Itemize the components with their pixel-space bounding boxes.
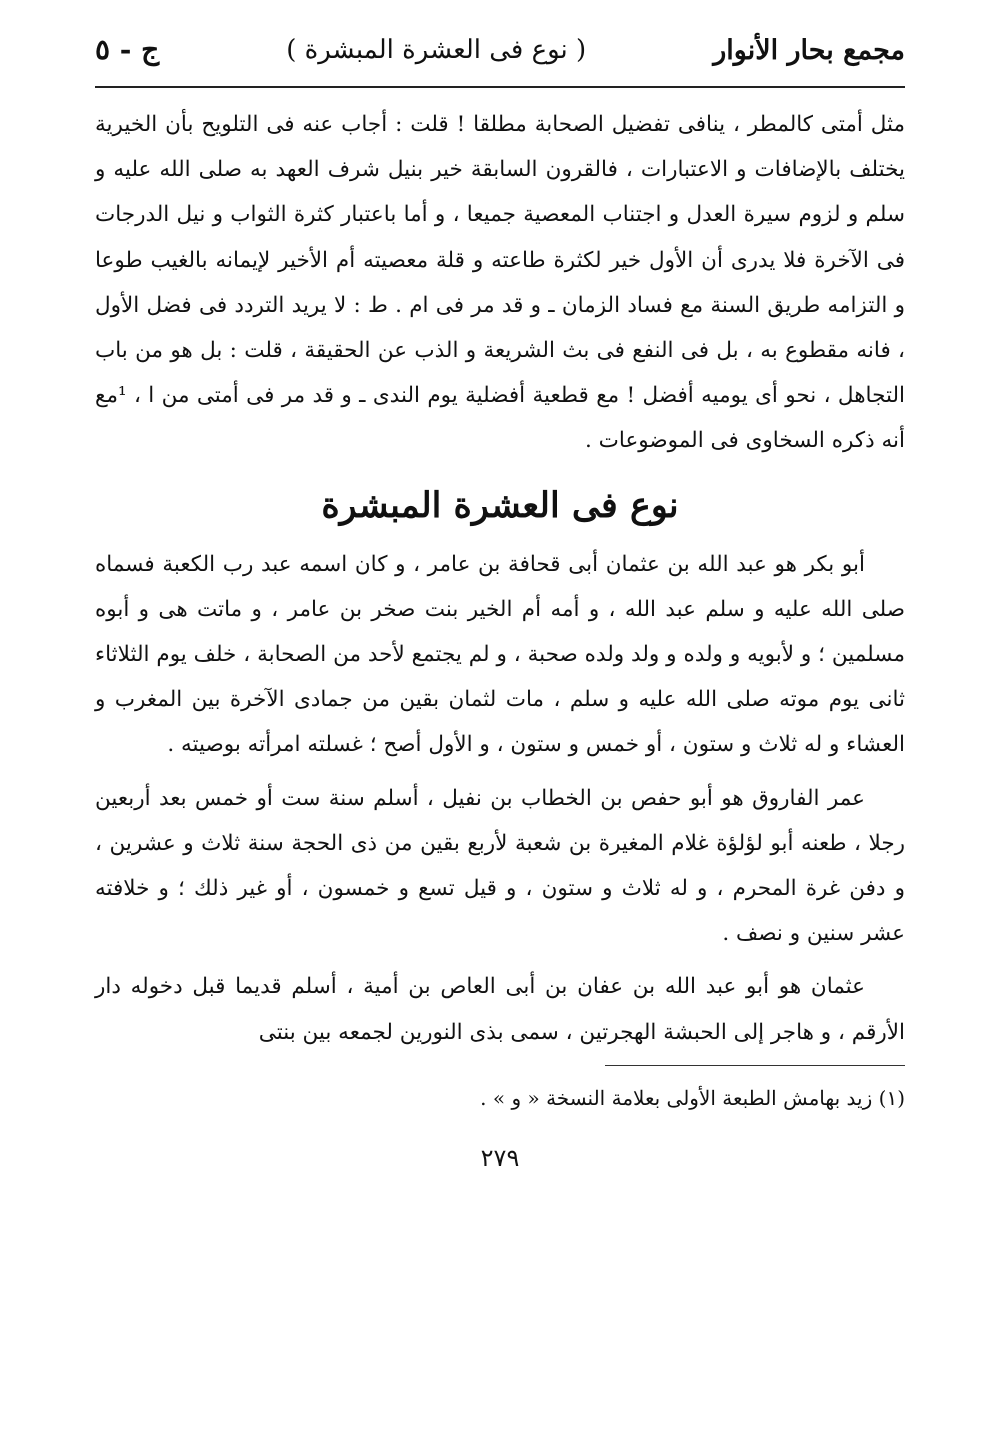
running-head bbox=[95, 20, 905, 80]
page-number: ٢٧٩ bbox=[480, 1144, 520, 1173]
header-rule bbox=[95, 86, 905, 88]
book-page bbox=[95, 20, 905, 1420]
paragraph-uthman: عثمان هو أبو عبد الله بن عفان بن أبى العاص بن أمية ، أسلم قديما قبل دخوله دار الأرقم ، و هاجر إلى الحبشة الهجرتين ، سمى بذى النورين لجمعه بين بنتى bbox=[95, 974, 905, 1045]
footnote-rule bbox=[605, 1065, 905, 1067]
section-heading: نوع فى العشرة المبشرة bbox=[321, 484, 679, 526]
footnote: (١) زيد بهامش الطبعة الأولى بعلامة النسخة « و » . bbox=[480, 1086, 905, 1111]
opening-paragraph: مثل أمتى كالمطر ، ينافى تفضيل الصحابة مطلقا ! قلت : أجاب عنه فى التلويح بأن الخيرية يختلف بالإضافات و الاعتبارات ، فالقرون السابقة خير بنيل شرف العهد به صلى الله عليه و سلم و لزوم سيرة العدل و اجتناب المعصية جميعا ، و أما باعتبار كثرة الثواب و نيل الدرجات فى الآخرة فلا يدرى أن الأول خير لكثرة طاعته و قلة معصيته أم الأخير لإيمانه بالغيب طوعا و التزامه طريق السنة مع فساد الزمان ـ و قد مر فى ام . ط : لا يريد التردد فى فضل الأول ، فانه مقطوع به ، بل فى النفع فى بث الشريعة و الذب عن الحقيقة ، قلت : بل هو من باب التجاهل ، نحو أى يوميه أفضل ! مع قطعية أفضلية يوم الندى ـ و قد مر فى أمتى من ا ، ¹مع أنه ذكره السخاوى فى الموضوعات . bbox=[95, 112, 905, 454]
paragraph-abu-bakr: أبو بكر هو عبد الله بن عثمان أبى قحافة بن عامر ، و كان اسمه عبد رب الكعبة فسماه صلى الله عليه و سلم عبد الله ، و أمه أم الخير بنت صخر بن عامر ، و ماتت هى و أبوه مسلمين ؛ و لأبويه و ولده و ولد ولده صحبة ، و لم يجتمع لأحد من الصحابة ، خلف يوم الثلاثاء ثانى يوم موته صلى الله عليه و سلم ، مات لثمان بقين من جمادى الآخرة بين المغرب و العشاء و له ثلاث و ستون ، أو خمس و ستون ، و الأول أصح ؛ غسلته امرأته بوصيته . bbox=[95, 551, 905, 758]
running-section-title: ( نوع فى العشرة المبشرة ) bbox=[286, 35, 587, 65]
paragraph-umar: عمر الفاروق هو أبو حفص بن الخطاب بن نفيل ، أسلم سنة ست أو خمس بعد أربعين رجلا ، طعنه أبو لؤلؤة غلام المغيرة بن شعبة لأربع بقين من ذى الحجة سنة ثلاث و عشرين ، و دفن غرة المحرم ، و له ثلاث و ستون ، و قيل تسع و خمسون ، أو غير ذلك ؛ و خلافته عشر سنين و نصف . bbox=[95, 785, 905, 947]
book-title: مجمع بحار الأنوار bbox=[713, 34, 905, 66]
volume-number: ج - ٥ bbox=[95, 33, 160, 66]
